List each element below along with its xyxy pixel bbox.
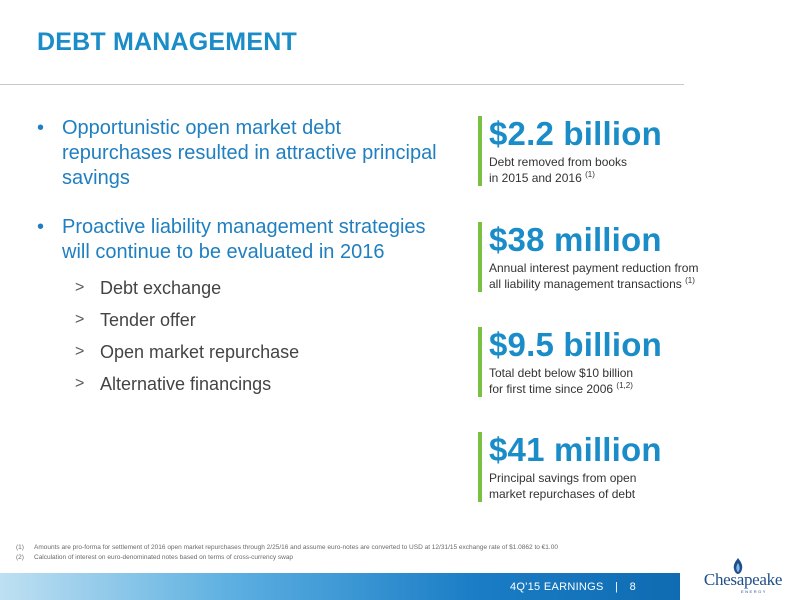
page-title: DEBT MANAGEMENT	[37, 28, 297, 56]
stat-line: for first time since 2006	[489, 382, 614, 396]
footer-text	[510, 581, 636, 593]
footer-label: 4Q'15 EARNINGS	[509, 581, 604, 593]
stat-line: Principal savings from open	[489, 471, 637, 485]
footnote-number: (2)	[16, 554, 24, 561]
bullet-list	[37, 116, 447, 405]
footnote-ref: (1,2)	[616, 381, 633, 390]
logo-subtitle: ENERGY	[741, 589, 767, 594]
stat-value: $9.5 billion	[489, 326, 662, 363]
stat-block-total-debt	[478, 327, 778, 397]
stat-line: all liability management transactions	[489, 277, 682, 291]
footnote	[16, 553, 616, 563]
stat-value: $38 million	[489, 221, 662, 258]
footnote-text: Amounts are pro-forma for settlement of 2016 open market repurchases through 2/25/16 and assume euro-notes are converted to USD at 12/31/15 exchange rate of $1.0862 to €1.00	[34, 544, 558, 551]
footnotes	[16, 543, 616, 563]
chevron-right-icon: >	[75, 279, 85, 296]
stat-description	[489, 260, 778, 292]
bullet-item	[37, 215, 447, 265]
sub-bullet-text: Tender offer	[100, 310, 196, 330]
stat-line: Debt removed from books	[489, 155, 628, 169]
footer-bar	[0, 573, 680, 600]
stat-line: Total debt below $10 billion	[489, 366, 634, 380]
stat-block-debt-removed	[478, 116, 778, 186]
stat-value: $41 million	[489, 431, 662, 468]
footnote-ref: (1)	[685, 276, 695, 285]
title-divider	[0, 84, 684, 85]
stat-value: $2.2 billion	[489, 115, 662, 152]
chevron-right-icon: >	[75, 375, 85, 392]
sub-bullet-text: Open market repurchase	[100, 342, 300, 362]
stat-line: in 2015 and 2016	[489, 171, 582, 185]
stat-line: market repurchases of debt	[489, 487, 636, 501]
bullet-text: Proactive liability management strategies will continue to be evaluated in 2016	[62, 216, 426, 263]
sub-bullet-item	[75, 341, 447, 363]
bullet-dot-icon: •	[37, 117, 45, 139]
chevron-right-icon: >	[75, 311, 85, 328]
sub-bullet-text: Alternative financings	[100, 374, 272, 394]
stat-description	[489, 365, 778, 397]
footnote-text: Calculation of interest on euro-denominated notes based on terms of cross-currency swap	[34, 554, 294, 561]
sub-bullet-item	[75, 277, 447, 299]
chevron-right-icon: >	[75, 343, 85, 360]
footnote-ref: (1)	[585, 170, 595, 179]
sub-bullet-text: Debt exchange	[100, 278, 222, 298]
sub-bullet-item	[75, 373, 447, 395]
bullet-text: Opportunistic open market debt repurchases resulted in attractive principal savings	[62, 117, 437, 189]
stat-description	[489, 470, 778, 502]
company-logo	[693, 560, 793, 598]
footer-separator: |	[615, 581, 619, 593]
logo-wordmark: Chesapeake	[703, 570, 783, 589]
sub-bullet-list	[37, 277, 447, 395]
stat-description	[489, 154, 778, 186]
stat-line: Annual interest payment reduction from	[489, 261, 699, 275]
footnote	[16, 543, 616, 553]
stat-block-interest-reduction	[478, 222, 778, 292]
page-number: 8	[629, 581, 636, 593]
bullet-dot-icon: •	[37, 216, 45, 238]
stat-block-principal-savings	[478, 432, 778, 502]
bullet-item	[37, 116, 447, 191]
footnote-number: (1)	[16, 544, 24, 551]
sub-bullet-item	[75, 309, 447, 331]
